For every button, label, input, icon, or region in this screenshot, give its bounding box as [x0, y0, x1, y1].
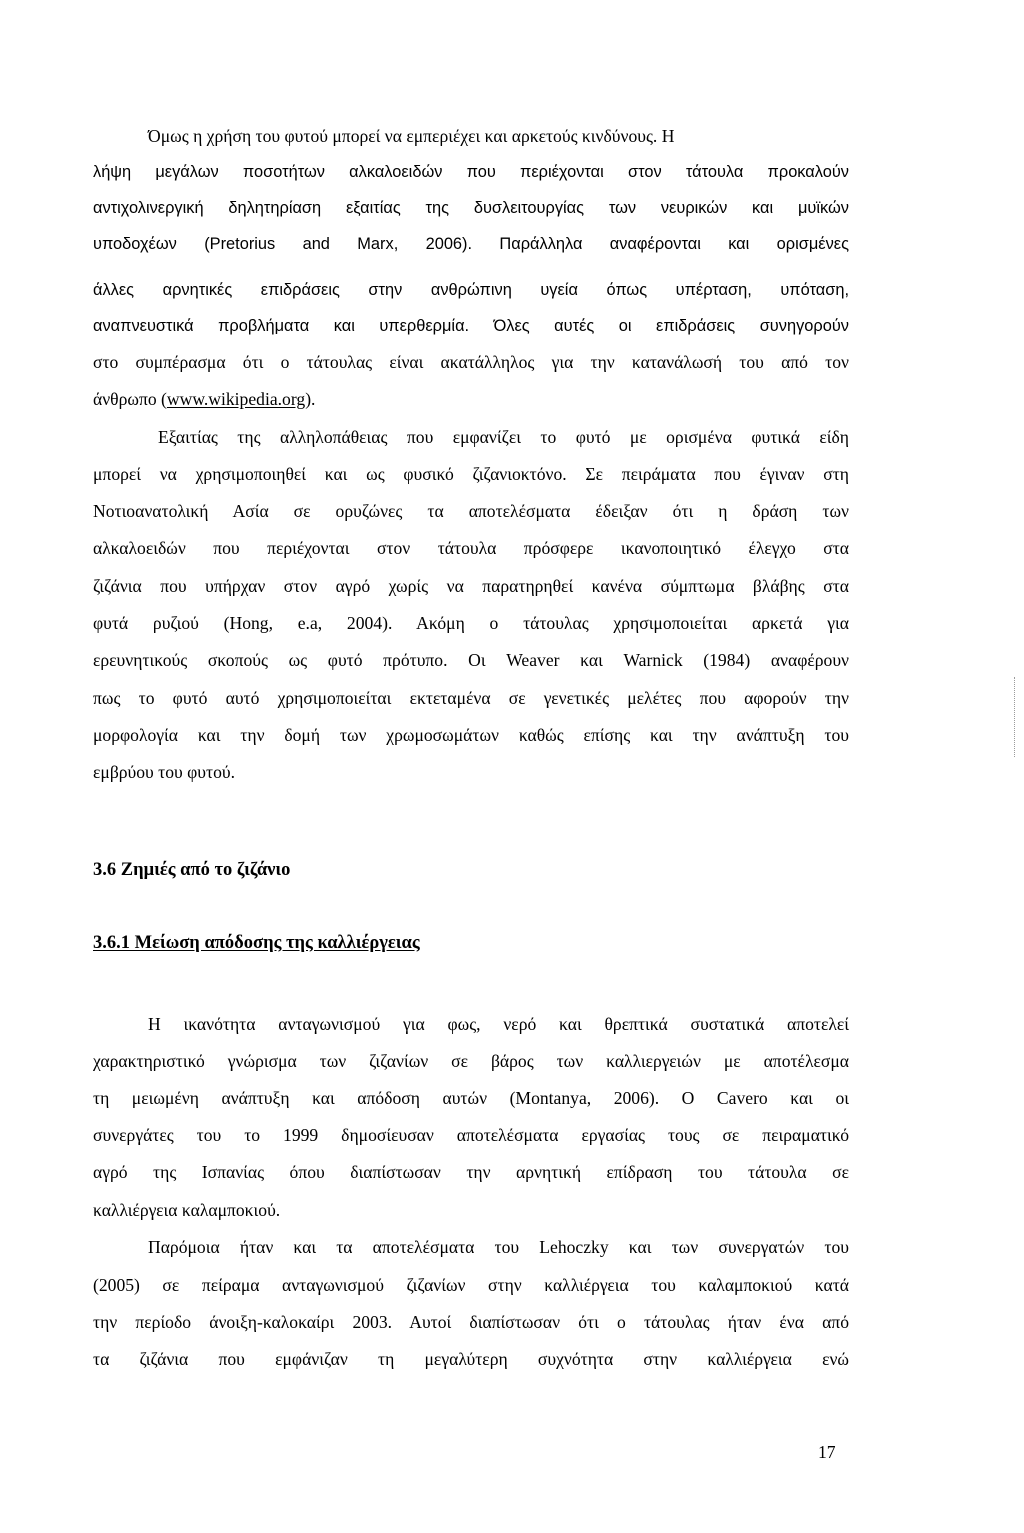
paragraph-line: μορφολογία και την δομή των χρωμοσωμάτων καθώς επίσης και την ανάπτυξη του — [93, 725, 849, 745]
paragraph-line: Παρόμοια ήταν και τα αποτελέσματα του Lehoczky και των συνεργατών του — [148, 1237, 849, 1257]
paragraph-line: λήψη μεγάλων ποσοτήτων αλκαλοειδών που περιέχονται στον τάτουλα προκαλούν — [93, 163, 849, 181]
paragraph-line: αγρό της Ισπανίας όπου διαπίστωσαν την αρνητική επίδραση του τάτουλα σε — [93, 1162, 849, 1182]
paragraph-line: τα ζιζάνια που εμφάνιζαν τη μεγαλύτερη συχνότητα στην καλλιέργεια ενώ — [93, 1349, 849, 1369]
paragraph-line: (2005) σε πείραμα ανταγωνισμού ζιζανίων στην καλλιέργεια του καλαμποκιού κατά — [93, 1275, 849, 1295]
line-suffix: ). — [305, 389, 316, 409]
paragraph-line: πως το φυτό αυτό χρησιμοποιείται εκτεταμένα σε γενετικές μελέτες που αφορούν την — [93, 688, 849, 708]
subsection-heading: 3.6.1 Μείωση απόδοσης της καλλιέργειας — [93, 933, 420, 953]
paragraph-line: ερευνητικούς σκοπούς ως φυτό πρότυπο. Οι Weaver και Warnick (1984) αναφέρουν — [93, 650, 849, 670]
wikipedia-link[interactable]: www.wikipedia.org — [166, 389, 306, 409]
paragraph-line: εμβρύου του φυτού. — [93, 762, 235, 782]
paragraph-line: Όμως η χρήση του φυτού μπορεί να εμπεριέχει και αρκετούς κινδύνους. Η — [148, 126, 675, 146]
paragraph-line: Νοτιοανατολική Ασία σε ορυζώνες τα αποτελέσματα έδειξαν ότι η δράση των — [93, 501, 849, 521]
paragraph-line: την περίοδο άνοιξη-καλοκαίρι 2003. Αυτοί διαπίστωσαν ότι ο τάτουλας ήταν ένα από — [93, 1312, 849, 1332]
line-prefix: άνθρωπο ( — [93, 389, 167, 409]
paragraph-line: ζιζάνια που υπήρχαν στον αγρό χωρίς να παρατηρηθεί κανένα σύμπτωμα βλάβης στα — [93, 576, 849, 596]
paragraph-line: αλκαλοειδών που περιέχονται στον τάτουλα πρόσφερε ικανοποιητικό έλεγχο στα — [93, 538, 849, 558]
paragraph-line: αναπνευστικά προβλήματα και υπερθερμία. Όλες αυτές οι επιδράσεις συνηγορούν — [93, 317, 849, 335]
paragraph-last-line — [93, 388, 315, 410]
paragraph-line: στο συμπέρασμα ότι ο τάτουλας είναι ακατάλληλος για την κατανάλωσή του από τον — [93, 352, 849, 372]
paragraph-line: συνεργάτες του το 1999 δημοσίευσαν αποτελέσματα εργασίας τους σε πειραματικό — [93, 1125, 849, 1145]
scan-edge-mark — [1014, 677, 1016, 757]
paragraph-line: Εξαιτίας της αλληλοπάθειας που εμφανίζει το φυτό με ορισμένα φυτικά είδη — [158, 427, 849, 447]
paragraph-line: Η ικανότητα ανταγωνισμού για φως, νερό και θρεπτικά συστατικά αποτελεί — [148, 1014, 849, 1034]
paragraph-line: άλλες αρνητικές επιδράσεις στην ανθρώπινη υγεία όπως υπέρταση, υπόταση, — [93, 281, 849, 299]
paragraph-line: χαρακτηριστικό γνώρισμα των ζιζανίων σε βάρος των καλλιεργειών με αποτέλεσμα — [93, 1051, 849, 1071]
section-heading: 3.6 Ζημιές από το ζιζάνιο — [93, 860, 291, 880]
paragraph-line: φυτά ρυζιού (Hong, e.a, 2004). Ακόμη ο τάτουλας χρησιμοποιείται αρκετά για — [93, 613, 849, 633]
paragraph-line: μπορεί να χρησιμοποιηθεί και ως φυσικό ζιζανιοκτόνο. Σε πειράματα που έγιναν στη — [93, 464, 849, 484]
paragraph-line: αντιχολινεργική δηλητηρίαση εξαιτίας της δυσλειτουργίας των νευρικών και μυϊκών — [93, 199, 849, 217]
paragraph-line: καλλιέργεια καλαμποκιού. — [93, 1200, 281, 1220]
paragraph-line: τη μειωμένη ανάπτυξη και απόδοση αυτών (Montanya, 2006). Ο Cavero και οι — [93, 1088, 849, 1108]
page-number: 17 — [818, 1442, 836, 1462]
paragraph-line: υποδοχέων (Pretorius and Marx, 2006). Παράλληλα αναφέρονται και ορισμένες — [93, 235, 849, 253]
